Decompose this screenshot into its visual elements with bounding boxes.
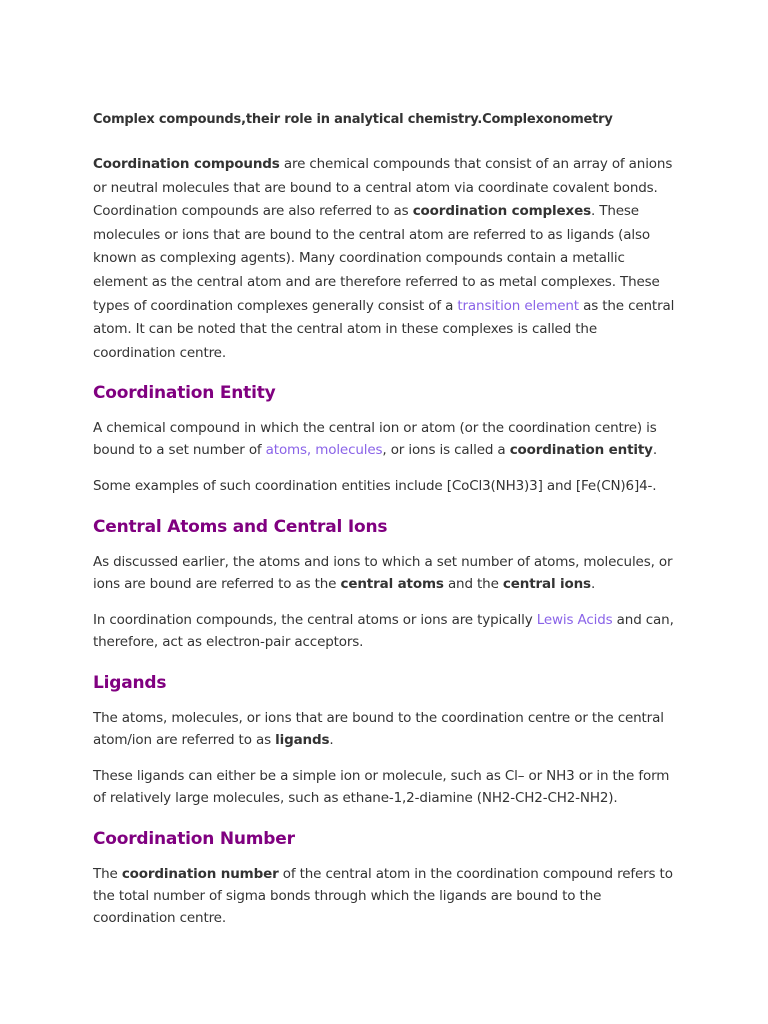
entity-paragraph <box>93 417 678 461</box>
text-span: As discussed earlier, the atoms and ions to which a set number of atoms, molecules, or ions are bound are referred to as the <box>93 554 673 593</box>
central-paragraph <box>93 551 678 595</box>
document-title: Complex compounds,their role in analytical chemistry.Complexonometry <box>93 112 613 127</box>
bold-term: coordination entity <box>509 442 653 459</box>
bold-term: coordination number <box>121 866 279 883</box>
transition-element-link[interactable]: transition element <box>457 297 579 314</box>
entity-examples-paragraph: Some examples of such coordination entities include [CoCl3(NH3)3] and [Fe(CN)6]4-. <box>93 478 657 495</box>
intro-paragraph <box>93 153 678 365</box>
text-span: In coordination compounds, the central atoms or ions are typically <box>93 612 537 629</box>
section-heading-coordination-entity: Coordination Entity <box>93 383 276 404</box>
bold-term: central atoms <box>340 576 444 593</box>
text-span: , or ions is called a <box>382 442 510 459</box>
text-span: A chemical compound in which the central ion or atom (or the coordination centre) is bound to a set number of <box>93 420 657 459</box>
section-heading-central-atoms: Central Atoms and Central Ions <box>93 517 388 538</box>
bold-term: coordination complexes <box>412 203 591 220</box>
text-span: The atoms, molecules, or ions that are bound to the coordination centre or the central atom/ion are referred to as <box>93 710 664 749</box>
section-heading-coordination-number: Coordination Number <box>93 829 295 850</box>
text-span: and can, therefore, act as electron-pair acceptors. <box>93 612 674 651</box>
bold-term: ligands <box>275 732 330 749</box>
atoms-molecules-link[interactable]: atoms, molecules <box>265 442 383 459</box>
lewis-acids-paragraph <box>93 609 678 653</box>
text-span: and the <box>443 576 503 593</box>
text-span: The <box>93 866 122 883</box>
text-span: of the central atom in the coordination compound refers to the total number of sigma bonds through which the ligands are bound to the coordination centre. <box>93 866 673 927</box>
text-span: as the central atom. It can be noted that the central atom in these complexes is called the coordination centre. <box>93 297 675 361</box>
text-span: . <box>652 442 657 459</box>
text-span: . <box>329 732 334 749</box>
lewis-acids-link[interactable]: Lewis Acids <box>536 612 613 629</box>
bold-term: central ions <box>502 576 591 593</box>
text-span: . <box>590 576 596 593</box>
text-span: are chemical compounds that consist of an array of anions or neutral molecules that are bound to a central atom via coordinate covalent bonds. Coordination compounds are also referred to as <box>93 156 673 220</box>
bold-term: Coordination compounds <box>93 156 280 172</box>
ligands-examples-paragraph: These ligands can either be a simple ion or molecule, such as Cl– or NH3 or in the form of relatively large molecules, such as ethane-1,2-diamine (NH2-CH2-CH2-NH2). <box>93 768 670 807</box>
section-heading-ligands: Ligands <box>93 673 167 694</box>
document-page <box>93 111 678 929</box>
text-span: . These molecules or ions that are bound to the central atom are referred to as ligands (also known as complexing agents). Many coordination compounds contain a metallic element as the central atom and are therefore referred to as metal complexes. These types of coordination complexes generally consist of a <box>93 203 660 314</box>
ligands-paragraph <box>93 707 678 751</box>
coordination-number-paragraph <box>93 863 678 929</box>
